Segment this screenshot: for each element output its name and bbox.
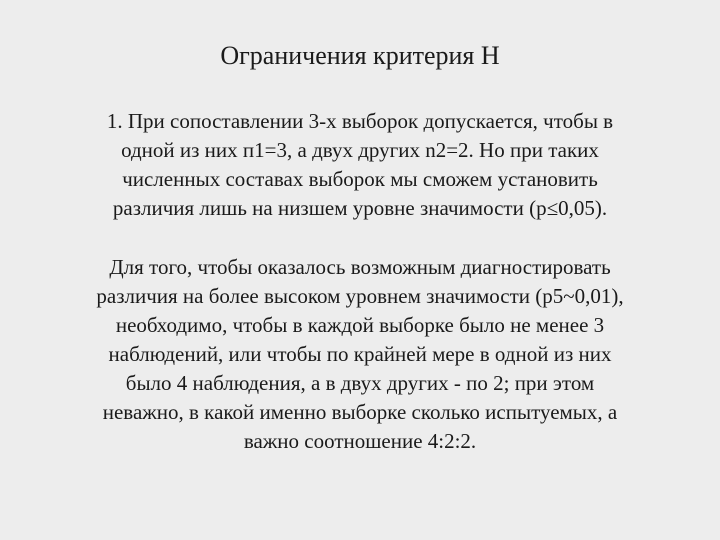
paragraph-1-line: численных составах выборок мы сможем установить [122, 167, 598, 191]
paragraph-1-line: 1. При сопоставлении 3-х выборок допускается, чтобы в [106, 109, 614, 133]
slide-title: Ограничения критерия Н [220, 41, 500, 70]
paragraph-2-line: необходимо, чтобы в каждой выборке было не менее 3 [115, 313, 605, 337]
paragraph-2-line: наблюдений, или чтобы по крайней мере в одной из них [108, 342, 612, 366]
paragraph-2-line: Для того, чтобы оказалось возможным диагностировать [109, 255, 611, 279]
paragraph-2-line: было 4 наблюдения, а в двух других - по 2; при этом [125, 371, 595, 395]
paragraph-2 [40, 253, 680, 456]
paragraph-2-line: различия на более высоком уровнем значимости (р5~0,01), [96, 284, 624, 308]
paragraph-2-line: неважно, в какой именно выборке сколько испытуемых, а [102, 400, 618, 424]
paragraph-1 [40, 107, 680, 223]
paragraph-1-line: одной из них п1=3, а двух других n2=2. Но при таких [121, 138, 599, 162]
paragraph-1-line: различия лишь на низшем уровне значимости (р≤0,05). [112, 196, 608, 220]
paragraph-2-line: важно соотношение 4:2:2. [243, 429, 477, 453]
